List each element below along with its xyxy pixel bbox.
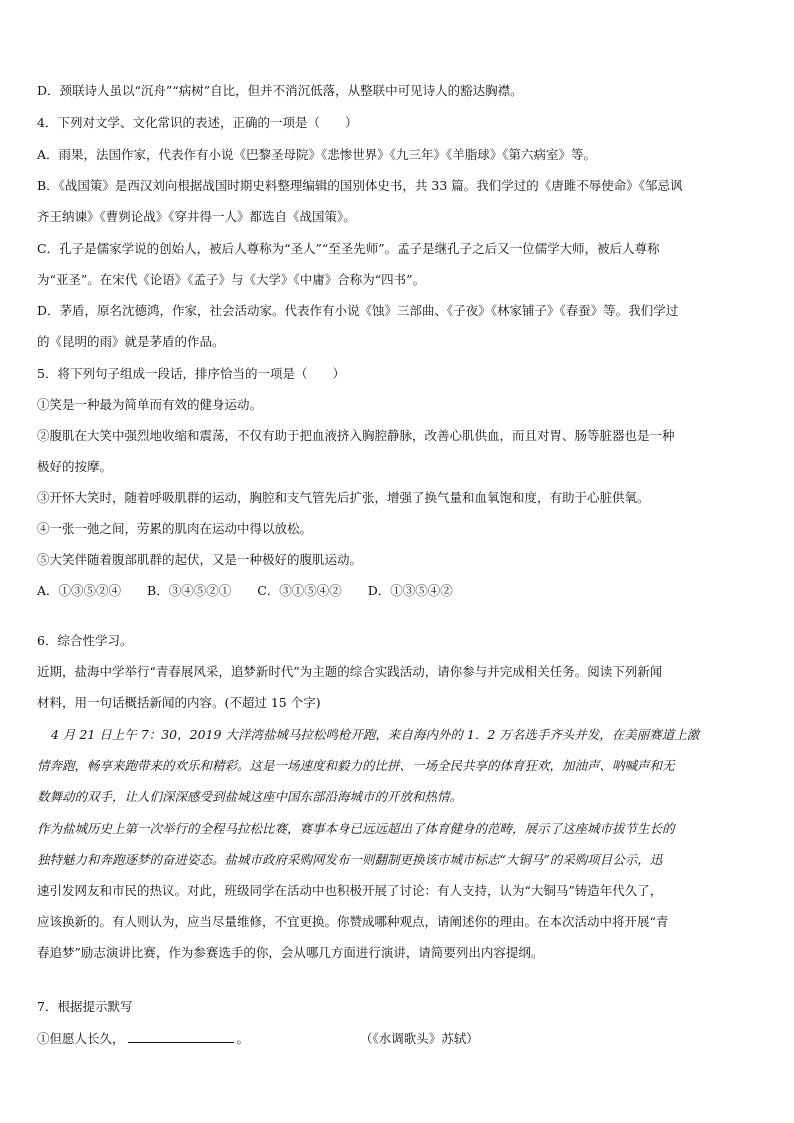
sentence-2-line2: 极好的按摩。 xyxy=(37,459,113,474)
q5-option-c: C．③①⑤④② xyxy=(257,583,342,598)
news-line3: 数舞动的双手，让人们深深感受到盐城这座中国东部沿海城市的开放和热情。 xyxy=(37,789,463,804)
sentence-1: ①笑是一种最为简单而有效的健身运动。 xyxy=(37,397,263,412)
recitation-1-prompt: ①但愿人长久， xyxy=(37,1031,125,1046)
discussion-line1: 速引发网友和市民的热议。对此，班级同学在活动中也积极开展了讨论：有人支持，认为“大铜马”铸造年代久了， xyxy=(37,883,663,898)
question-4: 4．下列对文学、文化常识的表述，正确的一项是（ ） xyxy=(37,115,358,130)
discussion-line3: 春追梦”励志演讲比赛，作为参赛选手的你，会从哪几方面进行演讲，请简要列出内容提纲。 xyxy=(37,945,544,960)
sentence-4: ④一张一弛之间，劳累的肌肉在运动中得以放松。 xyxy=(37,521,313,536)
news-line2: 情奔跑，畅享来跑带来的欢乐和精彩。这是一场速度和毅力的比拼、一场全民共享的体育狂欢，加油声、呐喊声和无 xyxy=(37,758,675,773)
news-line4: 作为盐城历史上第一次举行的全程马拉松比赛，赛事本身已远远超出了体育健身的范畴，展示了这座城市拔节生长的 xyxy=(37,821,675,836)
q5-option-b: B．③④⑤②① xyxy=(147,583,232,598)
recitation-1-source: （《水调歌头》苏轼） xyxy=(360,1031,479,1046)
sentence-2-line1: ②腹肌在大笑中强烈地收缩和震荡，不仅有助于把血液挤入胸腔静脉，改善心肌供血，而且对胃、肠等脏器也是一种 xyxy=(37,428,675,443)
news-line5: 独特魅力和奔跑逐梦的奋进姿态。盐城市政府采购网发布一则翻制更换该市城市标志“大铜马”的采购项目公示，迅 xyxy=(37,852,663,867)
q4-option-c-line2: 为“亚圣”。在宋代《论语》《孟子》与《大学》《中庸》合称为“四书”。 xyxy=(37,272,426,287)
question-6: 6．综合性学习。 xyxy=(37,633,133,648)
question-5: 5．将下列句子组成一段话，排序恰当的一项是（ ） xyxy=(37,366,345,381)
q4-option-b-line2: 齐王纳谏》《曹刿论战》《穿井得一人》都选自《战国策》。 xyxy=(37,209,356,224)
answer-blank[interactable] xyxy=(128,1030,234,1043)
discussion-line2: 应该换新的。有人则认为，应当尽量维修，不宜更换。你赞成哪种观点，请阐述你的理由。在本次活动中将开展“青 xyxy=(37,914,669,929)
recitation-1 xyxy=(37,1030,249,1048)
q5-option-d: D．①③⑤④② xyxy=(367,583,453,598)
q4-option-d-line1: D．茅盾，原名沈德鸿，作家，社会活动家。代表作有小说《蚀》三部曲、《子夜》《林家铺子》《春蚕》等。我们学过 xyxy=(37,303,679,318)
news-line1: 4 月 21 日上午 7：30，2019 大洋湾盐城马拉松鸣枪开跑，来自海内外的 1．2 万名选手齐头并发，在美丽赛道上激 xyxy=(51,727,700,742)
q4-option-a: A．雨果，法国作家，代表作有小说《巴黎圣母院》《悲惨世界》《九三年》《羊脂球》《第六病室》等。 xyxy=(37,147,597,162)
q6-intro-line2: 材料，用一句话概括新闻的内容。(不超过 15 个字) xyxy=(37,695,321,710)
q5-options xyxy=(37,582,475,600)
q6-intro-line1: 近期，盐海中学举行“青春展风采，追梦新时代”为主题的综合实践活动，请你参与并完成相关任务。阅读下列新闻 xyxy=(37,664,663,679)
q4-option-d-line2: 的《昆明的雨》就是茅盾的作品。 xyxy=(37,334,225,349)
q3-option-d: D．颈联诗人虽以“沉舟”“病树”自比，但并不消沉低落，从整联中可见诗人的豁达胸襟。 xyxy=(37,83,523,98)
question-7: 7．根据提示默写 xyxy=(37,999,133,1014)
sentence-3: ③开怀大笑时，随着呼吸肌群的运动，胸腔和支气管先后扩张，增强了换气量和血氧饱和度，有助于心脏供氧。 xyxy=(37,490,650,505)
q4-option-b-line1: B．《战国策》是西汉刘向根据战国时期史料整理编辑的国别体史书，共 33 篇。我们学过的《唐雎不辱使命》《邹忌讽 xyxy=(37,178,683,193)
q5-option-a: A．①③⑤②④ xyxy=(37,583,122,598)
q4-option-c-line1: C．孔子是儒家学说的创始人，被后人尊称为“圣人”“至圣先师”。孟子是继孔子之后又一位儒学大师，被后人尊称 xyxy=(37,241,660,256)
recitation-1-end: 。 xyxy=(236,1031,250,1046)
sentence-5: ⑤大笑伴随着腹部肌群的起伏，又是一种极好的腹肌运动。 xyxy=(37,552,363,567)
